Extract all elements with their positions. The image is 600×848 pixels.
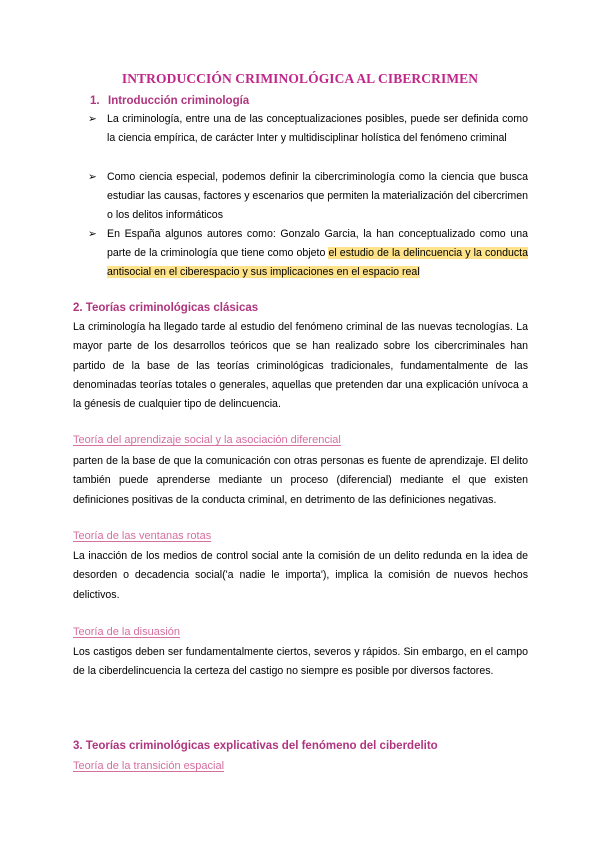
arrow-bullet-icon: ➢ xyxy=(88,113,97,125)
bullet-item xyxy=(88,225,528,283)
section-3-heading: 3. Teorías criminológicas explicativas del fenómeno del ciberdelito xyxy=(73,740,438,752)
section-2-paragraph: La criminología ha llegado tarde al estudio del fenómeno criminal de las nuevas tecnologías. La mayor parte de los desarrollos teóricos que se han realizado sobre los cibercriminales han partido de la base de las teorías criminológicas tradicionales, fundamentalmente de las denominadas teorías totales o generales, aquellas que pretenden dar una explicación unívoca a la génesis de cualquier tipo de delincuencia. xyxy=(73,321,528,411)
theory-title-ventanas-rotas: Teoría de las ventanas rotas xyxy=(73,530,212,542)
arrow-bullet-icon: ➢ xyxy=(88,171,97,183)
section-1-heading xyxy=(90,95,249,107)
section-1-number: 1. xyxy=(90,95,100,107)
bullet-text xyxy=(107,225,528,283)
bullet-text-plain: En España algunos autores como: Gonzalo Garcia, la han conceptualizado como una parte de la criminología que tiene como objeto xyxy=(107,228,528,260)
bullet-item xyxy=(88,168,528,226)
theory-title-transicion-espacial: Teoría de la transición espacial xyxy=(73,760,225,772)
highlighted-text: el estudio de la delincuencia y la conducta antisocial en el ciberespacio y sus implicaciones en el espacio real xyxy=(107,247,528,279)
section-1-title: Introducción criminología xyxy=(108,95,250,107)
bullet-text: La criminología, entre una de las conceptualizaciones posibles, puede ser definida como la ciencia empírica, de carácter Inter y multidisciplinar holística del fenómeno criminal xyxy=(107,113,528,145)
theory-text-ventanas-rotas: La inacción de los medios de control social ante la comisión de un delito redunda en la idea de desorden o decadencia social('a nadie le importa'), implica la comisión de nuevos hechos delictivos. xyxy=(73,550,528,601)
theory-text-aprendizaje-social: parten de la base de que la comunicación con otras personas es fuente de aprendizaje. El delito también puede aprenderse mediante un proceso (diferencial) mediante el que existen definiciones positivas de la conducta criminal, en detrimento de las definiciones negativas. xyxy=(73,455,528,506)
theory-text-disuasion: Los castigos deben ser fundamentalmente ciertos, severos y rápidos. Sin embargo, en el campo de la ciberdelincuencia la certeza del castigo no siempre es posible por diversos factores. xyxy=(73,646,528,678)
bullet-text: Como ciencia especial, podemos definir la cibercriminología como la ciencia que busca estudiar las causas, factores y escenarios que permiten la materialización del cibercrimen o los delitos informáticos xyxy=(107,171,529,222)
document-title: INTRODUCCIÓN CRIMINOLÓGICA AL CIBERCRIMEN xyxy=(121,71,479,86)
section-2-heading: 2. Teorías criminológicas clásicas xyxy=(73,302,259,314)
arrow-bullet-icon: ➢ xyxy=(88,228,97,240)
bullet-item xyxy=(88,110,528,148)
theory-title-aprendizaje-social: Teoría del aprendizaje social y la asociación diferencial xyxy=(73,434,341,446)
theory-title-disuasion: Teoría de la disuasión xyxy=(73,626,181,638)
